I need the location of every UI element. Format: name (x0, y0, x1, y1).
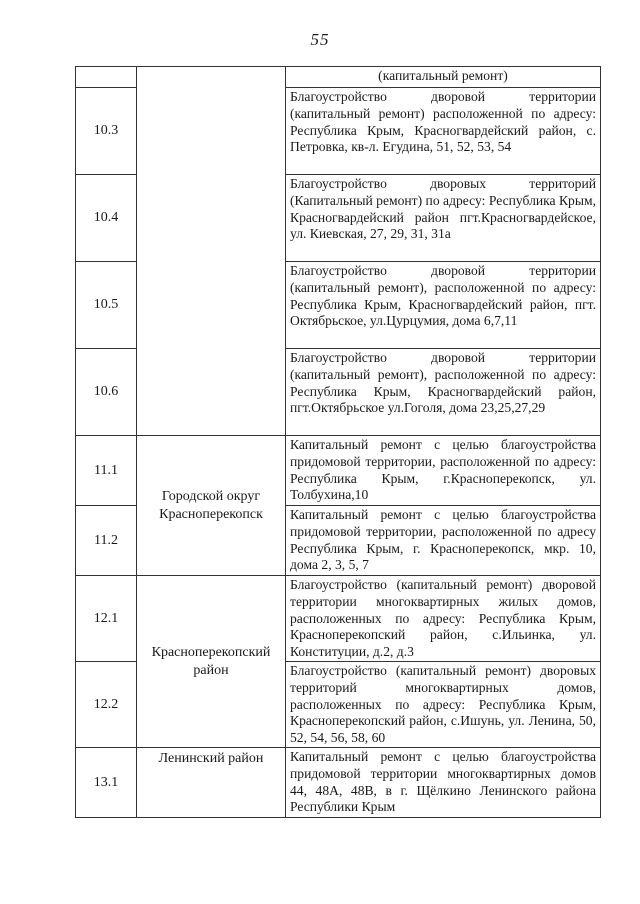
table-row (76, 748, 601, 818)
row-number: 11.1 (76, 436, 137, 506)
row-description: (капитальный ремонт) (286, 67, 601, 88)
district-cell-empty (137, 67, 286, 436)
row-number: 11.2 (76, 506, 137, 576)
page-number: 55 (310, 30, 330, 49)
district-cell: Ленинский район (137, 748, 286, 818)
row-number: 13.1 (76, 748, 137, 818)
row-description: Капитальный ремонт с целью благоустройства придомовой территории многоквартирных домов 44, 48А, 48В, в г. Щёлкино Ленинского района Республики Крым (286, 748, 601, 818)
district-cell: Городской округ Красноперекопск (137, 436, 286, 576)
district-cell: Красноперекопский район (137, 576, 286, 748)
objects-table (75, 66, 601, 818)
row-number: 10.6 (76, 349, 137, 436)
table-row (76, 436, 601, 506)
row-description: Благоустройство (капитальный ремонт) дворовой территории многоквартирных жилых домов, расположенных по адресу: Республика Крым, Красноперекопский район, с.Ильинка, ул. Конституции, д.2, д.3 (286, 576, 601, 662)
row-number (76, 67, 137, 88)
row-description: Благоустройство дворовых территорий (Капитальный ремонт) по адресу: Республика Крым, Красногвардейский район пгт.Красногвардейское, ул. Киевская, 27, 29, 31, 31а (286, 175, 601, 262)
table-row (76, 576, 601, 662)
row-description: Капитальный ремонт с целью благоустройства придомовой территории, расположенной по адресу Республика Крым, г. Красноперекопск, мкр. 10, дома 2, 3, 5, 7 (286, 506, 601, 576)
row-description: Капитальный ремонт с целью благоустройства придомовой территории, расположенной по адресу: Республика Крым, г.Красноперекопск, ул. Толбухина,10 (286, 436, 601, 506)
row-description: Благоустройство дворовой территории (капитальный ремонт), расположенной по адресу: Республика Крым, Красногвардейский район, пгт.Октябрьское ул.Гоголя, дома 23,25,27,29 (286, 349, 601, 436)
row-number: 10.4 (76, 175, 137, 262)
row-description: Благоустройство дворовой территории (капитальный ремонт) расположенной по адресу: Республика Крым, Красногвардейский район, с. Петровка, кв-л. Егудина, 51, 52, 53, 54 (286, 88, 601, 175)
row-description: Благоустройство (капитальный ремонт) дворовых территорий многоквартирных домов, расположенных по адресу: Республика Крым, Красноперекопский район, с.Ишунь, ул. Ленина, 50, 52, 54, 56, 58, 60 (286, 662, 601, 748)
row-number: 12.1 (76, 576, 137, 662)
row-number: 12.2 (76, 662, 137, 748)
row-description: Благоустройство дворовой территории (капитальный ремонт), расположенной по адресу: Республика Крым, Красногвардейский район, пгт. Октябрьское, ул.Цурцумия, дома 6,7,11 (286, 262, 601, 349)
row-number: 10.3 (76, 88, 137, 175)
table-row (76, 67, 601, 88)
row-number: 10.5 (76, 262, 137, 349)
